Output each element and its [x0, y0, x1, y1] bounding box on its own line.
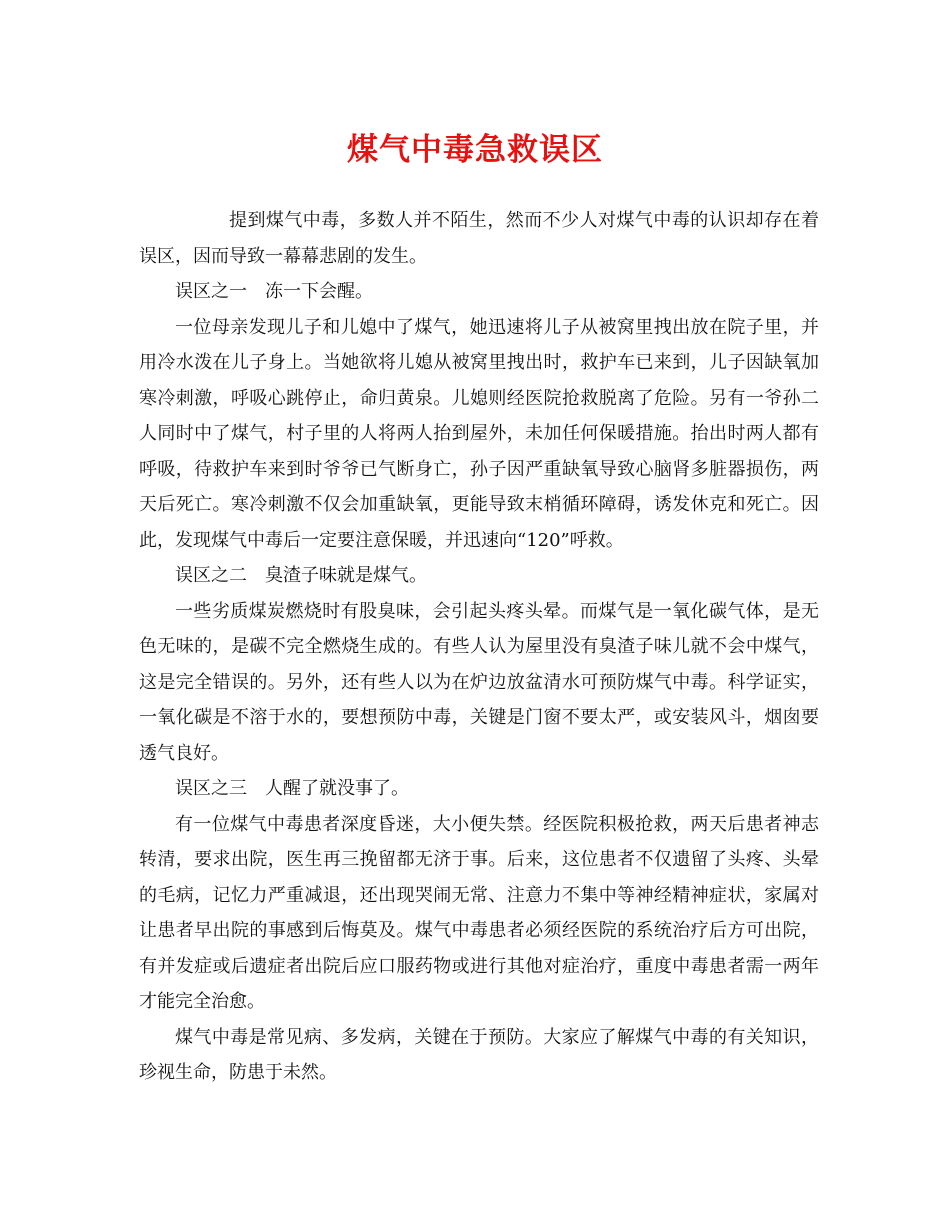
misconception-3-heading: 误区之三 人醒了就没事了。 [175, 778, 409, 799]
misconception-2-heading: 误区之二 臭渣子味就是煤气。 [175, 565, 427, 586]
article-body [139, 203, 819, 1091]
conclusion-paragraph: 煤气中毒是常见病、多发病，关键在于预防。大家应了解煤气中毒的有关知识，珍视生命，防患于未然。 [139, 1026, 819, 1083]
misconception-3-paragraph: 有一位煤气中毒患者深度昏迷，大小便失禁。经医院积极抢救，两天后患者神志转清，要求出院，医生再三挽留都无济于事。后来，这位患者不仅遗留了头疼、头晕的毛病，记忆力严重减退，还出现哭闹无常、注意力不集中等神经精神症状，家属对让患者早出院的事感到后悔莫及。煤气中毒患者必须经医院的系统治疗后方可出院，有并发症或后遗症者出院后应口服药物或进行其他对症治疗，重度中毒患者需一两年才能完全治愈。 [139, 813, 819, 1012]
misconception-1-heading: 误区之一 冻一下会醒。 [175, 281, 373, 302]
misconception-2-paragraph: 一些劣质煤炭燃烧时有股臭味，会引起头疼头晕。而煤气是一氧化碳气体，是无色无味的，是碳不完全燃烧生成的。有些人认为屋里没有臭渣子味儿就不会中煤气，这是完全错误的。另外，还有些人以为在炉边放盆清水可预防煤气中毒。科学证实，一氧化碳是不溶于水的，要想预防中毒，关键是门窗不要太严，或安装风斗，烟囱要透气良好。 [139, 600, 819, 764]
intro-paragraph: 提到煤气中毒，多数人并不陌生，然而不少人对煤气中毒的认识却存在着误区，因而导致一幕幕悲剧的发生。 [139, 210, 819, 267]
page-title: 煤气中毒急救误区 [347, 132, 603, 168]
misconception-1-paragraph: 一位母亲发现儿子和儿媳中了煤气，她迅速将儿子从被窝里拽出放在院子里，并用冷水泼在儿子身上。当她欲将儿媳从被窝里拽出时，救护车已来到，儿子因缺氧加寒冷刺激，呼吸心跳停止，命归黄泉。儿媳则经医院抢救脱离了危险。另有一爷孙二人同时中了煤气，村子里的人将两人抬到屋外，未加任何保暖措施。抬出时两人都有呼吸，待救护车来到时爷爷已气断身亡，孙子因严重缺氧导致心脑肾多脏器损伤，两天后死亡。寒冷刺激不仅会加重缺氧，更能导致末梢循环障碍，诱发休克和死亡。因此，发现煤气中毒后一定要注意保暖，并迅速向“120”呼救。 [139, 316, 819, 551]
